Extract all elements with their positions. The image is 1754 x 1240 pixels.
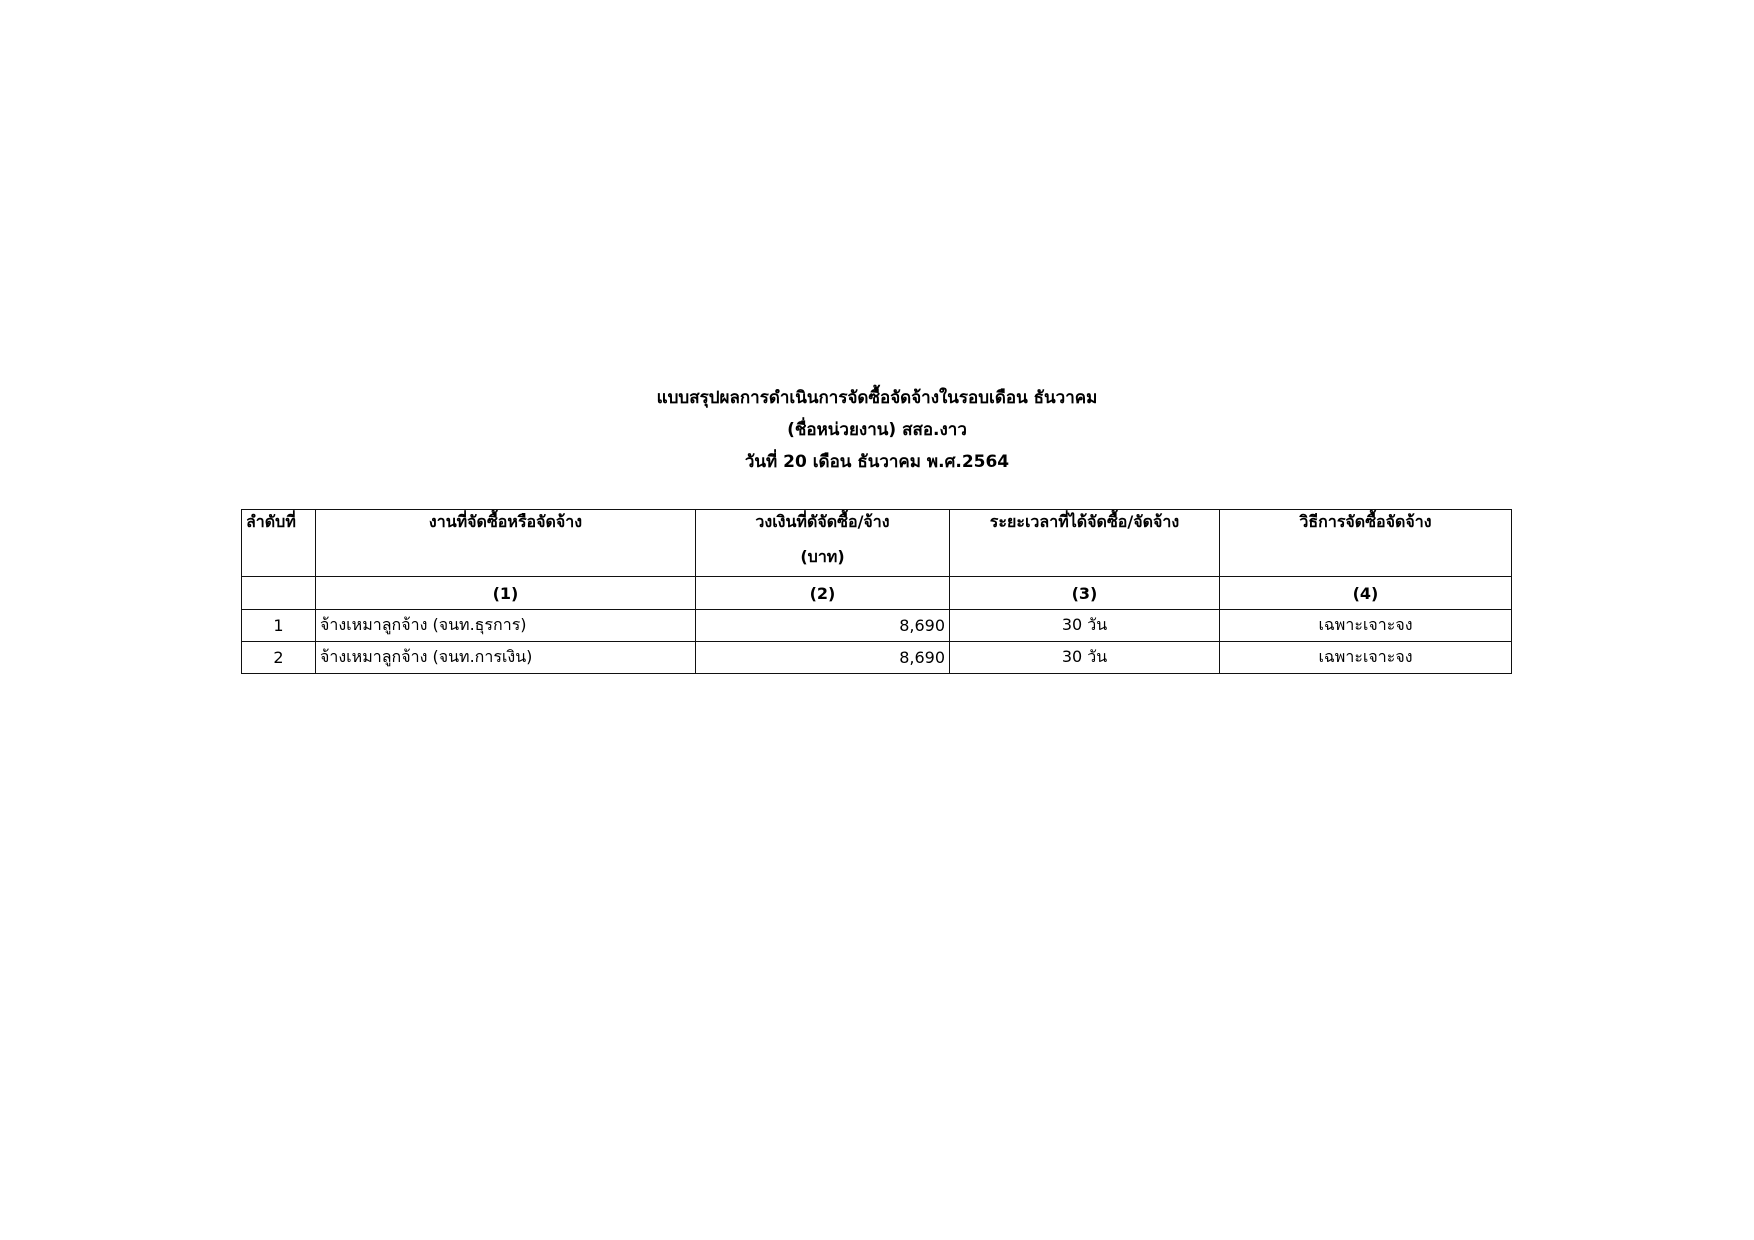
document-title: แบบสรุปผลการดำเนินการจัดซื้อจัดจ้างในรอบเดือน ธันวาคม [656, 388, 1098, 408]
header-budget-unit: (บาท) [800, 547, 845, 566]
header-budget [696, 510, 950, 577]
table-header-row [242, 510, 1512, 577]
table-row [242, 642, 1512, 674]
header-duration: ระยะเวลาที่ได้จัดซื้อ/จัดจ้าง [950, 510, 1220, 577]
row-budget: 8,690 [696, 642, 950, 674]
header-seq: ลำดับที่ [242, 510, 316, 577]
table-row [242, 610, 1512, 642]
row-duration: 30 วัน [950, 642, 1220, 674]
row-item: จ้างเหมาลูกจ้าง (จนท.การเงิน) [316, 642, 696, 674]
column-number-method: (4) [1220, 577, 1512, 610]
row-item: จ้างเหมาลูกจ้าง (จนท.ธุรการ) [316, 610, 696, 642]
column-number-budget: (2) [696, 577, 950, 610]
header-budget-label: วงเงินที่ดัจัดซื้อ/จ้าง [755, 512, 890, 531]
row-method: เฉพาะเจาะจง [1220, 642, 1512, 674]
procurement-table [241, 509, 1512, 674]
column-number-row [242, 577, 1512, 610]
column-number-empty [242, 577, 316, 610]
header-method: วิธีการจัดซื้อจัดจ้าง [1220, 510, 1512, 577]
column-number-item: (1) [316, 577, 696, 610]
header-item: งานที่จัดซื้อหรือจัดจ้าง [316, 510, 696, 577]
document-date: วันที่ 20 เดือน ธันวาคม พ.ศ.2564 [744, 452, 1010, 472]
agency-name: (ชื่อหน่วยงาน) สสอ.งาว [787, 420, 967, 440]
row-duration: 30 วัน [950, 610, 1220, 642]
row-budget: 8,690 [696, 610, 950, 642]
row-seq: 2 [242, 642, 316, 674]
row-seq: 1 [242, 610, 316, 642]
column-number-duration: (3) [950, 577, 1220, 610]
row-method: เฉพาะเจาะจง [1220, 610, 1512, 642]
